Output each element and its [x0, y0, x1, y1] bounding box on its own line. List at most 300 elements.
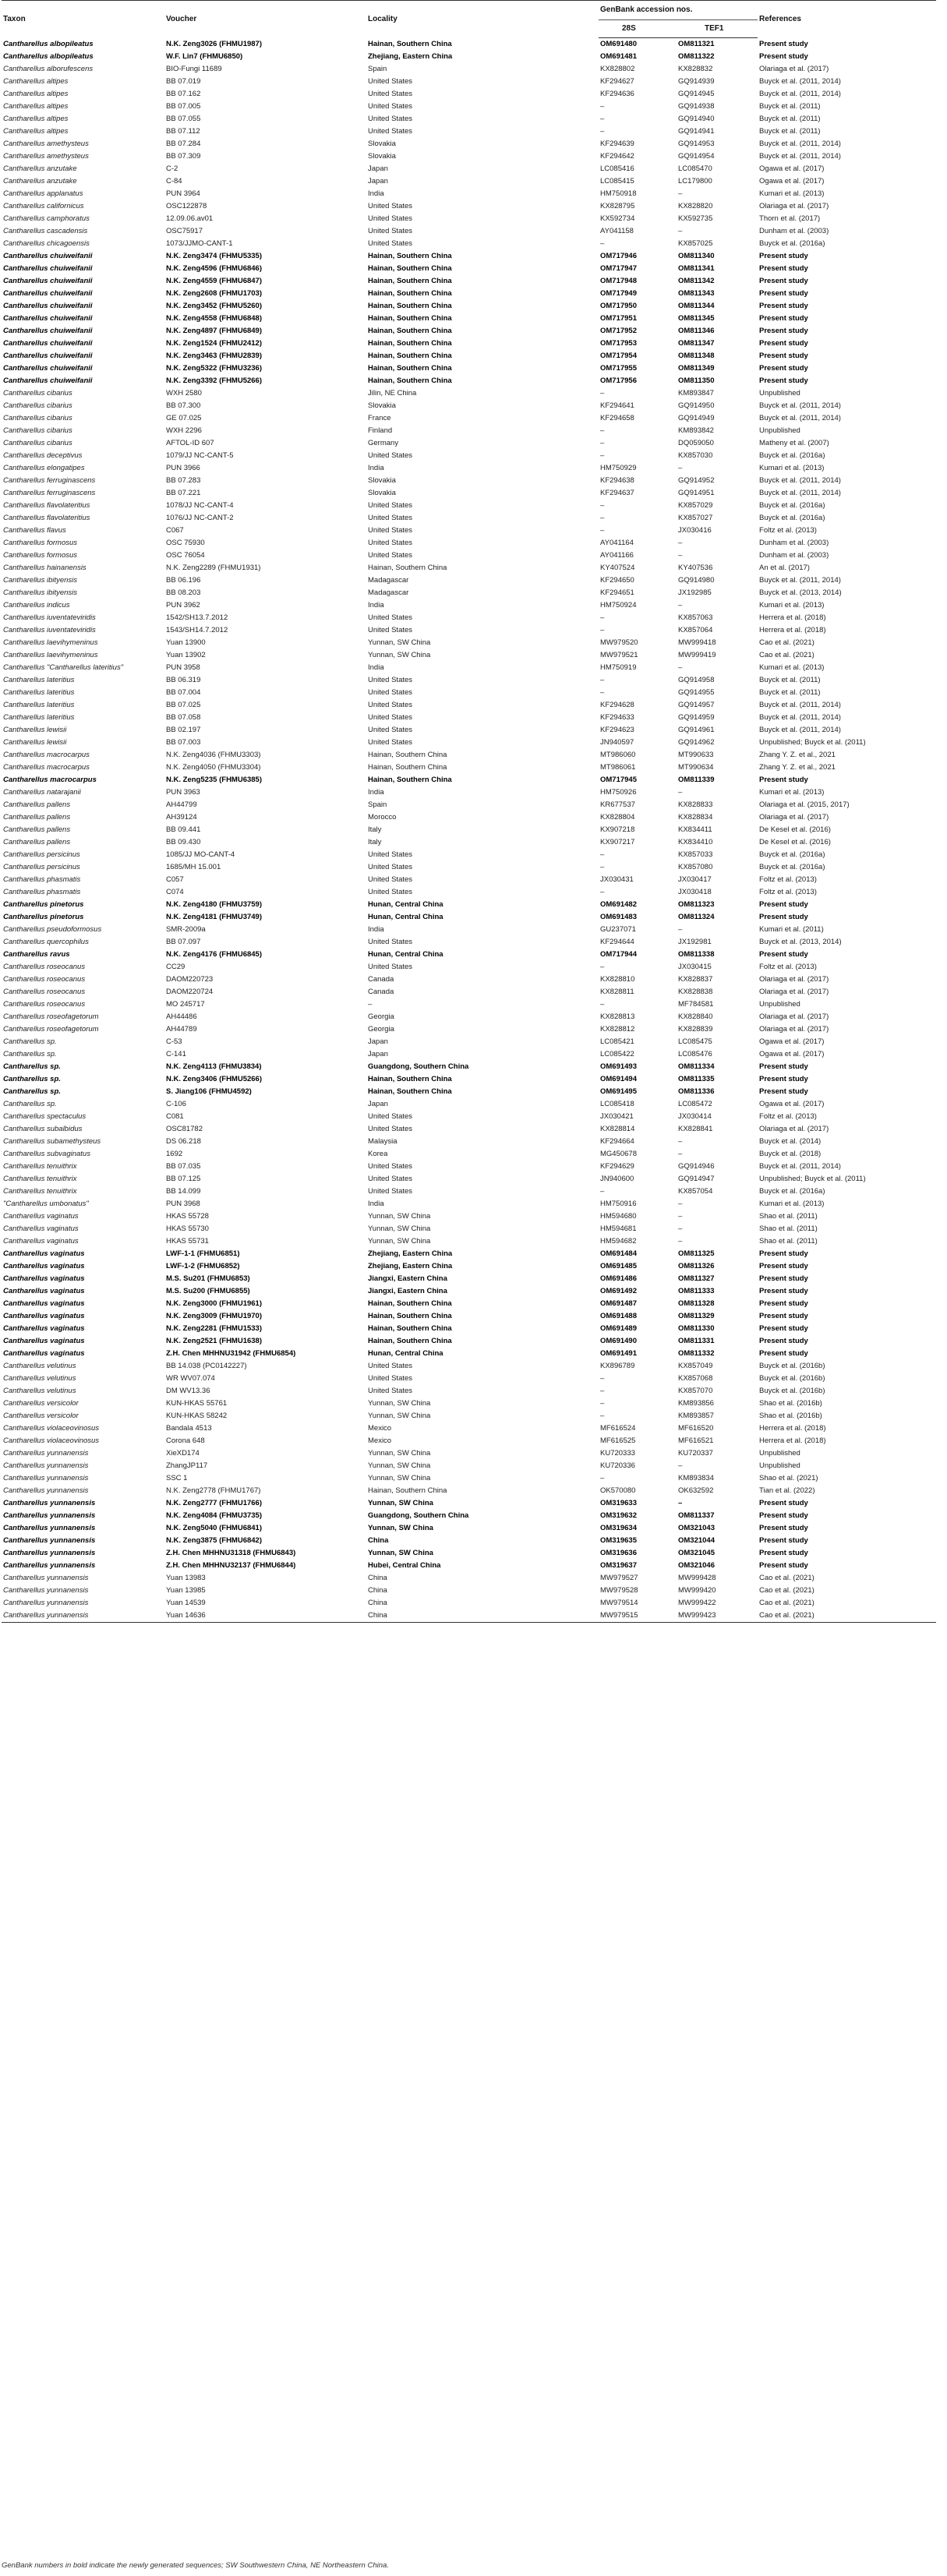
cell-s28: KU720336 — [600, 1461, 635, 1470]
cell-tef1: – — [678, 788, 683, 797]
table-row — [2, 574, 936, 587]
cell-voucher: 1085/JJ MO-CANT-4 — [166, 850, 235, 859]
cell-locality: Hainan, Southern China — [368, 564, 447, 572]
cell-tef1: LC085475 — [678, 1037, 712, 1046]
cell-voucher: BB 07.284 — [166, 140, 201, 148]
cell-reference: Buyck et al. (2011) — [759, 688, 821, 697]
cell-tef1: OM811323 — [678, 900, 715, 909]
cell-locality: India — [368, 189, 384, 198]
cell-reference: Present study — [759, 1299, 808, 1308]
cell-reference: Buyck et al. (2016a) — [759, 514, 825, 522]
table-row — [2, 549, 936, 562]
cell-reference: Herrera et al. (2018) — [759, 626, 826, 634]
cell-tef1: KX857080 — [678, 863, 713, 871]
cell-taxon: Cantharellus velutinus — [3, 1362, 76, 1370]
cell-s28: KF294642 — [600, 152, 634, 161]
cell-reference: Cao et al. (2021) — [759, 1599, 814, 1607]
cell-s28: KF294664 — [600, 1137, 634, 1146]
cell-s28: OM691484 — [600, 1249, 638, 1258]
cell-tef1: OM811322 — [678, 52, 715, 61]
cell-tef1: LC085472 — [678, 1100, 712, 1108]
cell-locality: Italy — [368, 825, 382, 834]
cell-voucher: N.K. Zeng4036 (FHMU3303) — [166, 751, 261, 759]
cell-s28: KX828811 — [600, 988, 634, 996]
cell-s28: – — [600, 676, 605, 684]
cell-s28: KX592734 — [600, 214, 635, 223]
cell-tef1: GQ914980 — [678, 576, 715, 585]
table-row — [2, 288, 936, 300]
cell-taxon: Cantharellus pallens — [3, 825, 71, 834]
cell-reference: De Kesel et al. (2016) — [759, 825, 831, 834]
cell-locality: Hunan, Central China — [368, 950, 443, 959]
cell-s28: OM319636 — [600, 1549, 638, 1557]
cell-voucher: N.K. Zeng4181 (FHMU3749) — [166, 913, 263, 921]
table-row — [2, 599, 936, 612]
cell-taxon: Cantharellus vaginatus — [3, 1237, 79, 1246]
cell-s28: OM717948 — [600, 277, 638, 285]
cell-taxon: Cantharellus subamethysteus — [3, 1137, 101, 1146]
cell-reference: Thorn et al. (2017) — [759, 214, 821, 223]
cell-taxon: Cantharellus versicolor — [3, 1412, 79, 1420]
cell-tef1: KX834411 — [678, 825, 712, 834]
cell-reference: Buyck et al. (2013, 2014) — [759, 588, 842, 597]
table-row — [2, 200, 936, 213]
cell-voucher: Z.H. Chen MHHNU32137 (FHMU6844) — [166, 1561, 296, 1570]
table-row — [2, 400, 936, 412]
cell-taxon: Cantharellus yunnanensis — [3, 1486, 89, 1495]
table-row — [2, 1410, 936, 1422]
cell-reference: Dunham et al. (2003) — [759, 539, 829, 547]
cell-s28: KY407524 — [600, 564, 635, 572]
col-header-genbank: GenBank accession nos. — [599, 1, 758, 20]
cell-tef1: OM811333 — [678, 1287, 715, 1295]
cell-taxon: Cantharellus sp. — [3, 1100, 57, 1108]
cell-taxon: Cantharellus phasmatis — [3, 888, 81, 896]
cell-locality: Hainan, Southern China — [368, 1075, 452, 1083]
cell-taxon: Cantharellus iuventateviridis — [3, 613, 96, 622]
table-row — [2, 1373, 936, 1385]
cell-taxon: Cantharellus sp. — [3, 1062, 61, 1071]
cell-tef1: OM811348 — [678, 352, 715, 360]
cell-locality: Madagascar — [368, 576, 409, 585]
cell-taxon: Cantharellus pallens — [3, 800, 71, 809]
cell-taxon: Cantharellus sp. — [3, 1075, 61, 1083]
cell-s28: OM691482 — [600, 900, 638, 909]
cell-locality: Germany — [368, 439, 399, 447]
cell-s28: – — [600, 1187, 605, 1196]
cell-locality: United States — [368, 239, 413, 248]
cell-taxon: Cantharellus cibarius — [3, 439, 72, 447]
cell-tef1: OM811336 — [678, 1087, 715, 1096]
cell-locality: Hainan, Southern China — [368, 39, 452, 48]
cell-s28: KX828812 — [600, 1025, 635, 1034]
table-row — [2, 1248, 936, 1260]
cell-s28: KR677537 — [600, 800, 635, 809]
cell-voucher: M.S. Su201 (FHMU6853) — [166, 1274, 250, 1283]
cell-reference: Buyck et al. (2016b) — [759, 1362, 825, 1370]
table-row — [2, 637, 936, 649]
cell-taxon: Cantharellus chuiweifanii — [3, 302, 93, 310]
cell-voucher: 1073/JJMO-CANT-1 — [166, 239, 233, 248]
table-row — [2, 986, 936, 998]
cell-voucher: Yuan 13983 — [166, 1574, 206, 1582]
cell-voucher: BB 07.025 — [166, 701, 201, 709]
cell-tef1: OM811344 — [678, 302, 715, 310]
cell-tef1: OM811347 — [678, 339, 715, 348]
cell-taxon: Cantharellus persicinus — [3, 863, 80, 871]
cell-locality: United States — [368, 115, 413, 123]
cell-locality: Hainan, Southern China — [368, 364, 452, 373]
cell-voucher: PUN 3968 — [166, 1200, 200, 1208]
cell-tef1: OM321046 — [678, 1561, 716, 1570]
cell-s28: KF294633 — [600, 713, 634, 722]
cell-voucher: N.K. Zeng3009 (FHMU1970) — [166, 1312, 263, 1320]
cell-reference: Present study — [759, 1349, 808, 1358]
cell-taxon: Cantharellus yunnanensis — [3, 1524, 96, 1532]
cell-tef1: KM893856 — [678, 1399, 714, 1408]
cell-reference: Kumari et al. (2013) — [759, 788, 825, 797]
cell-locality: United States — [368, 875, 413, 884]
table-row — [2, 275, 936, 288]
col-header-tef1: TEF1 — [677, 20, 758, 38]
cell-locality: United States — [368, 526, 413, 535]
cell-tef1: GQ914938 — [678, 102, 715, 111]
table-row — [2, 425, 936, 437]
cell-reference: Olariaga et al. (2017) — [759, 65, 829, 73]
cell-taxon: Cantharellus yunnanensis — [3, 1574, 89, 1582]
cell-tef1: OM811327 — [678, 1274, 715, 1283]
cell-tef1: OM811332 — [678, 1349, 715, 1358]
cell-s28: KX828804 — [600, 813, 635, 822]
table-row — [2, 911, 936, 924]
table-row — [2, 375, 936, 387]
cell-s28: – — [600, 863, 605, 871]
cell-taxon: Cantharellus formosus — [3, 551, 78, 560]
cell-s28: – — [600, 1000, 605, 1009]
cell-locality: United States — [368, 701, 413, 709]
cell-locality: United States — [368, 539, 413, 547]
cell-taxon: Cantharellus cibarius — [3, 426, 72, 435]
cell-locality: Zhejiang, Eastern China — [368, 52, 453, 61]
cell-locality: United States — [368, 1387, 413, 1395]
cell-s28: HM750916 — [600, 1200, 637, 1208]
cell-reference: Buyck et al. (2018) — [759, 1150, 822, 1158]
cell-voucher: C081 — [166, 1112, 184, 1121]
table-row — [2, 1148, 936, 1161]
cell-voucher: BB 07.097 — [166, 938, 201, 946]
cell-reference: Ogawa et al. (2017) — [759, 1050, 825, 1058]
cell-reference: Unpublished — [759, 1461, 800, 1470]
cell-locality: Yunnan, SW China — [368, 1212, 431, 1221]
cell-voucher: ZhangJP117 — [166, 1461, 208, 1470]
cell-voucher: C074 — [166, 888, 184, 896]
cell-taxon: Cantharellus chuiweifanii — [3, 327, 93, 335]
cell-taxon: Cantharellus anzutake — [3, 177, 77, 186]
cell-s28: – — [600, 439, 605, 447]
cell-reference: Foltz et al. (2013) — [759, 526, 817, 535]
cell-voucher: 12.09.06.av01 — [166, 214, 214, 223]
cell-s28: MW979514 — [600, 1599, 638, 1607]
cell-locality: United States — [368, 963, 413, 971]
cell-reference: Buyck et al. (2011, 2014) — [759, 576, 841, 585]
cell-reference: Unpublished — [759, 1000, 800, 1009]
cell-reference: Present study — [759, 289, 808, 298]
table-row — [2, 949, 936, 961]
cell-tef1: OK632592 — [678, 1486, 714, 1495]
table-row — [2, 1235, 936, 1248]
cell-voucher: N.K. Zeng3452 (FHMU5260) — [166, 302, 263, 310]
cell-s28: AY041164 — [600, 539, 634, 547]
table-row — [2, 849, 936, 861]
cell-s28: – — [600, 1399, 605, 1408]
cell-voucher: 1685/MH 15.001 — [166, 863, 221, 871]
cell-tef1: GQ914951 — [678, 489, 715, 497]
cell-reference: Shao et al. (2016b) — [759, 1399, 822, 1408]
cell-s28: OM319632 — [600, 1511, 638, 1520]
cell-locality: Yunnan, SW China — [368, 651, 431, 659]
cell-locality: Georgia — [368, 1025, 394, 1034]
cell-voucher: DAOM220723 — [166, 975, 214, 984]
cell-taxon: Cantharellus subalbidus — [3, 1125, 83, 1133]
cell-reference: Present study — [759, 1274, 808, 1283]
cell-taxon: Cantharellus tenuithrix — [3, 1175, 77, 1183]
cell-s28: MW979521 — [600, 651, 638, 659]
cell-locality: Hainan, Southern China — [368, 776, 452, 784]
cell-taxon: Cantharellus pseudoformosus — [3, 925, 102, 934]
table-row — [2, 1560, 936, 1572]
cell-taxon: Cantharellus velutinus — [3, 1374, 76, 1383]
cell-voucher: N.K. Zeng2521 (FHMU1638) — [166, 1337, 263, 1345]
cell-reference: Buyck et al. (2011, 2014) — [759, 713, 841, 722]
table-row — [2, 1535, 936, 1547]
cell-locality: United States — [368, 863, 413, 871]
cell-s28: OM691480 — [600, 40, 638, 48]
cell-tef1: – — [678, 1237, 683, 1246]
cell-taxon: Cantharellus cibarius — [3, 389, 72, 398]
cell-voucher: C-141 — [166, 1050, 186, 1058]
cell-reference: Buyck et al. (2011) — [759, 127, 821, 136]
cell-reference: Foltz et al. (2013) — [759, 888, 817, 896]
cell-s28: MW979520 — [600, 638, 638, 647]
cell-s28: MW979528 — [600, 1586, 638, 1595]
cell-taxon: Cantharellus albopileatus — [3, 52, 94, 61]
cell-locality: United States — [368, 102, 413, 111]
cell-taxon: Cantharellus altipes — [3, 102, 69, 111]
cell-s28: KX907217 — [600, 838, 635, 846]
cell-voucher: Yuan 13902 — [166, 651, 206, 659]
cell-reference: Buyck et al. (2011) — [759, 115, 821, 123]
cell-locality: Italy — [368, 838, 382, 846]
col-header-locality: Locality — [366, 1, 599, 38]
cell-taxon: Cantharellus chuiweifanii — [3, 376, 93, 385]
cell-tef1: MT990634 — [678, 763, 714, 772]
cell-locality: Mexico — [368, 1424, 392, 1433]
cell-locality: Hainan, Southern China — [368, 252, 452, 260]
cell-voucher: SMR-2009a — [166, 925, 206, 934]
cell-s28: OM691489 — [600, 1324, 638, 1333]
cell-s28: HM750924 — [600, 601, 637, 610]
cell-tef1: OM811329 — [678, 1312, 715, 1320]
cell-taxon: Cantharellus ferruginascens — [3, 476, 96, 485]
cell-taxon: Cantharellus lateritius — [3, 701, 75, 709]
cell-voucher: N.K. Zeng3406 (FHMU5266) — [166, 1075, 263, 1083]
cell-voucher: Z.H. Chen MHHNU31942 (FHMU6854) — [166, 1349, 296, 1358]
table-row — [2, 1098, 936, 1111]
cell-locality: Korea — [368, 1150, 388, 1158]
cell-voucher: BB 07.004 — [166, 688, 201, 697]
cell-taxon: Cantharellus pallens — [3, 838, 71, 846]
cell-s28: KF294650 — [600, 576, 634, 585]
cell-s28: MT986061 — [600, 763, 636, 772]
cell-tef1: KX857027 — [678, 514, 713, 522]
table-row — [2, 1435, 936, 1447]
table-row — [2, 525, 936, 537]
cell-tef1: MT990633 — [678, 751, 714, 759]
cell-voucher: SSC 1 — [166, 1474, 188, 1482]
cell-tef1: KX857033 — [678, 850, 713, 859]
cell-reference: An et al. (2017) — [759, 564, 810, 572]
cell-s28: OM717955 — [600, 364, 638, 373]
cell-tef1: OM811339 — [678, 776, 715, 784]
table-row — [2, 1597, 936, 1610]
cell-locality: Mexico — [368, 1436, 392, 1445]
cell-reference: Buyck et al. (2011, 2014) — [759, 401, 841, 410]
cell-taxon: Cantharellus flavolateritius — [3, 501, 90, 510]
cell-voucher: N.K. Zeng4176 (FHMU6845) — [166, 950, 263, 959]
cell-tef1: KX828820 — [678, 202, 713, 210]
table-row — [2, 362, 936, 375]
cell-tef1: – — [678, 1150, 683, 1158]
cell-voucher: N.K. Zeng4596 (FHMU6846) — [166, 264, 263, 273]
cell-s28: OM319633 — [600, 1499, 638, 1507]
cell-s28: LC085422 — [600, 1050, 634, 1058]
cell-s28: HM750918 — [600, 189, 637, 198]
cell-tef1: GQ914962 — [678, 738, 715, 747]
cell-locality: United States — [368, 676, 413, 684]
table-row — [2, 612, 936, 624]
cell-reference: Kumari et al. (2013) — [759, 1200, 825, 1208]
cell-locality: United States — [368, 1374, 413, 1383]
cell-s28: LC085418 — [600, 1100, 634, 1108]
cell-voucher: BB 07.058 — [166, 713, 201, 722]
table-row — [2, 1048, 936, 1061]
table-row — [2, 1348, 936, 1360]
cell-voucher: WXH 2580 — [166, 389, 202, 398]
cell-tef1: KM893847 — [678, 389, 714, 398]
cell-s28: – — [600, 451, 605, 460]
cell-tef1: KX592735 — [678, 214, 713, 223]
cell-s28: JX030431 — [600, 875, 634, 884]
table-row — [2, 76, 936, 88]
cell-taxon: Cantharellus vaginatus — [3, 1324, 85, 1333]
cell-taxon: Cantharellus vaginatus — [3, 1262, 85, 1270]
cell-s28: KX828795 — [600, 202, 635, 210]
cell-tef1: OM811349 — [678, 364, 715, 373]
cell-reference: Ogawa et al. (2017) — [759, 164, 825, 173]
cell-tef1: OM811335 — [678, 1075, 715, 1083]
cell-taxon: Cantharellus chuiweifanii — [3, 352, 93, 360]
cell-reference: Shao et al. (2016b) — [759, 1412, 822, 1420]
cell-taxon: Cantharellus pinetorus — [3, 900, 84, 909]
cell-tef1: KX828840 — [678, 1012, 713, 1021]
table-row — [2, 88, 936, 101]
cell-reference: Buyck et al. (2011, 2014) — [759, 726, 841, 734]
cell-s28: – — [600, 501, 605, 510]
cell-voucher: BB 06.319 — [166, 676, 201, 684]
cell-taxon: Cantharellus pinetorus — [3, 913, 84, 921]
table-row — [2, 1260, 936, 1273]
cell-tef1: GQ914941 — [678, 127, 715, 136]
cell-voucher: CC29 — [166, 963, 186, 971]
cell-s28: KF294623 — [600, 726, 634, 734]
cell-voucher: BB 07.035 — [166, 1162, 201, 1171]
cell-locality: Hainan, Southern China — [368, 1312, 452, 1320]
cell-taxon: Cantharellus pallens — [3, 813, 71, 822]
cell-taxon: Cantharellus lateritius — [3, 676, 75, 684]
table-row — [2, 188, 936, 200]
cell-taxon: Cantharellus lateritius — [3, 713, 75, 722]
cell-voucher: AH44799 — [166, 800, 197, 809]
table-row — [2, 1497, 936, 1510]
cell-locality: India — [368, 1200, 384, 1208]
table-row — [2, 1610, 936, 1623]
table-row — [2, 624, 936, 637]
cell-locality: India — [368, 925, 384, 934]
cell-voucher: XieXD174 — [166, 1449, 200, 1458]
cell-reference: Present study — [759, 1249, 808, 1258]
cell-locality: United States — [368, 613, 413, 622]
cell-voucher: C-106 — [166, 1100, 186, 1108]
cell-tef1: OM811345 — [678, 314, 715, 323]
cell-reference: Present study — [759, 277, 808, 285]
table-row — [2, 1198, 936, 1210]
cell-locality: Zhejiang, Eastern China — [368, 1249, 453, 1258]
cell-reference: Unpublished — [759, 389, 800, 398]
cell-taxon: Cantharellus tenuithrix — [3, 1162, 77, 1171]
cell-s28: AY041158 — [600, 227, 634, 235]
table-row — [2, 450, 936, 462]
table-row — [2, 587, 936, 599]
cell-tef1: OM811338 — [678, 950, 715, 959]
table-row — [2, 886, 936, 899]
cell-reference: Cao et al. (2021) — [759, 651, 814, 659]
cell-taxon: Cantharellus anzutake — [3, 164, 77, 173]
cell-s28: JN940600 — [600, 1175, 634, 1183]
cell-tef1: MW999423 — [677, 1610, 758, 1623]
cell-voucher: MO 245717 — [166, 1000, 205, 1009]
cell-tef1: KY407536 — [678, 564, 713, 572]
cell-taxon: Cantharellus yunnanensis — [3, 1474, 89, 1482]
cell-voucher: HKAS 55731 — [166, 1237, 209, 1246]
table-row — [2, 1422, 936, 1435]
cell-reference: Present study — [759, 950, 808, 959]
cell-s28: KX828813 — [600, 1012, 635, 1021]
cell-reference: Buyck et al. (2016a) — [759, 1187, 825, 1196]
cell-s28: JX030421 — [600, 1112, 634, 1121]
table-row — [2, 462, 936, 475]
cell-taxon: Cantharellus roseocanus — [3, 988, 86, 996]
cell-tef1: – — [678, 663, 683, 672]
cell-locality: Hunan, Central China — [368, 913, 443, 921]
cell-s28: – — [600, 426, 605, 435]
cell-reference: Kumari et al. (2013) — [759, 663, 825, 672]
table-row — [2, 225, 936, 238]
table-row — [2, 1223, 936, 1235]
table-row — [2, 500, 936, 512]
cell-tef1: KX857068 — [678, 1374, 713, 1383]
cell-voucher: N.K. Zeng5040 (FHMU6841) — [166, 1524, 263, 1532]
cell-tef1: KX828837 — [678, 975, 713, 984]
